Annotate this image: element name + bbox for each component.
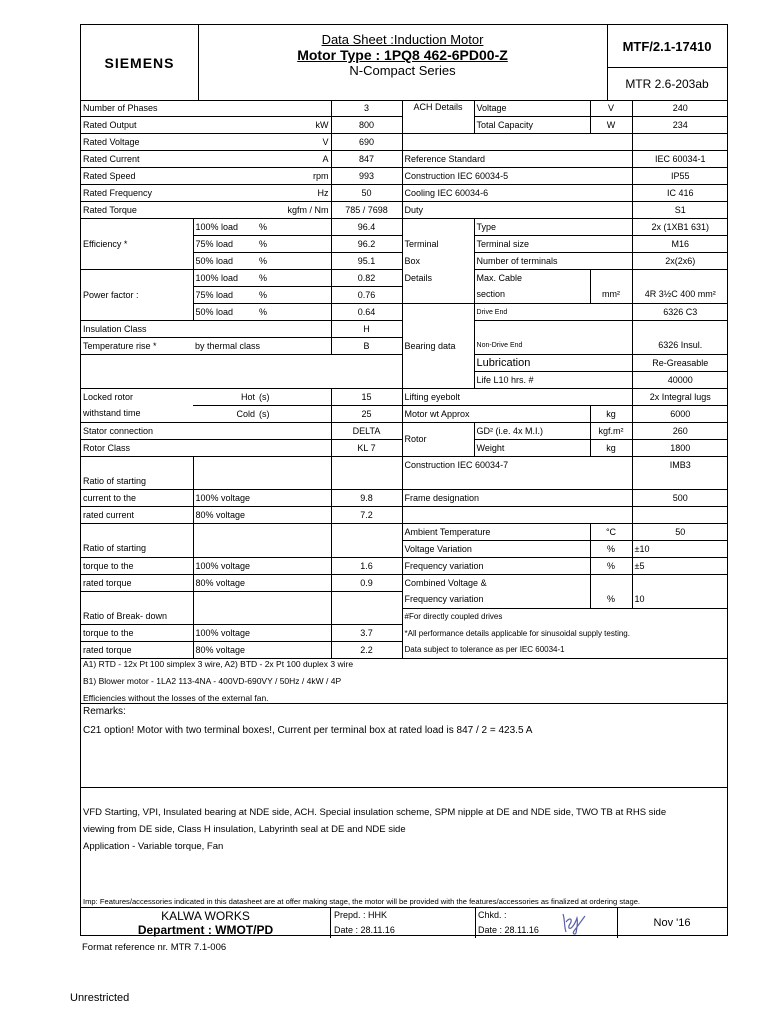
start-torque-val1: 1.6 [331, 558, 402, 575]
breakdown-val1: 3.7 [331, 625, 402, 642]
table-row [81, 507, 728, 524]
table-row [81, 558, 728, 575]
blank-cell [193, 608, 331, 625]
cold-value: 25 [331, 406, 402, 423]
tb-size-label: Terminal size [474, 236, 632, 253]
breakdown-v1: 100% voltage [193, 625, 331, 642]
works-name: KALWA WORKS [161, 909, 250, 923]
cold-label: Cold [193, 406, 257, 423]
comb-var-l1: Combined Voltage & [402, 575, 590, 592]
volt-var-value: ±10 [632, 541, 728, 558]
lifting-value: 2x Integral lugs [632, 389, 728, 406]
blank-cell [402, 219, 474, 236]
blank-cell [402, 473, 632, 490]
checked-by: Chkd. : [478, 910, 507, 920]
hot-label: Hot [193, 389, 257, 406]
lr-unit: (s) [257, 389, 331, 406]
note-rtd: A1) RTD - 12x Pt 100 simplex 3 wire, A2) BTD - 2x Pt 100 duplex 3 wire [83, 659, 354, 669]
blank-cell [402, 134, 632, 151]
tb-type-value: 2x (1XB1 631) [632, 219, 728, 236]
blank-cell [193, 592, 331, 609]
temp-rise-value: B [331, 338, 402, 355]
cable-unit: mm² [590, 287, 632, 304]
blank-cell [193, 524, 331, 541]
breakdown-l2: torque to the [81, 625, 193, 642]
department: Department : WMOT/PD [137, 923, 274, 937]
blank-cell [331, 457, 402, 474]
ach-capacity-label: Total Capacity [474, 117, 590, 134]
note-tolerance: Data subject to tolerance as per IEC 60034-1 [402, 642, 728, 659]
current-label: Rated Current [81, 151, 257, 168]
gd-value: 260 [632, 423, 728, 440]
format-reference: Format reference nr. MTR 7.1-006 [82, 942, 227, 953]
ach-voltage-label: Voltage [474, 100, 590, 117]
eff-load-100: 100% load [193, 219, 257, 236]
datasheet [80, 24, 728, 936]
eff-load-75: 75% load [193, 236, 257, 253]
motor-type: Motor Type : 1PQ8 462-6PD00-Z [297, 47, 508, 63]
insulation-value: H [331, 321, 402, 338]
phases-value: 3 [331, 100, 402, 117]
start-current-val2: 7.2 [331, 507, 402, 524]
features-line-1: VFD Starting, VPI, Insulated bearing at NDE side, ACH. Special insulation scheme, SPM nipple at DE and NDE side, TWO TB at RHS side [83, 807, 667, 818]
table-row [81, 270, 728, 287]
note-directly-coupled: #For directly coupled drives [402, 608, 728, 625]
withstand-label: withstand time [81, 406, 193, 423]
blank-cell [632, 507, 728, 524]
table-row [81, 457, 728, 474]
blank-cell [193, 473, 331, 490]
rotor-weight-label: Weight [474, 440, 590, 457]
start-torque-val2: 0.9 [331, 575, 402, 592]
duty-value: S1 [632, 202, 728, 219]
blank-cell [81, 457, 193, 474]
ach-capacity-unit: W [590, 117, 632, 134]
start-torque-v1: 100% voltage [193, 558, 331, 575]
phases-label: Number of Phases [81, 100, 331, 117]
locked-rotor-label: Locked rotor [81, 389, 193, 406]
ach-capacity-value: 234 [632, 117, 728, 134]
pf-value-75: 0.76 [331, 287, 402, 304]
cooling-label: Cooling IEC 60034-6 [402, 185, 632, 202]
voltage-unit: V [257, 134, 331, 151]
construction-value: IP55 [632, 168, 728, 185]
volt-var-label: Voltage Variation [402, 541, 590, 558]
current-value: 847 [331, 151, 402, 168]
de-label: Drive End [474, 304, 632, 321]
cable-value: 4R 3½C 400 mm² [632, 287, 728, 304]
table-row [81, 575, 728, 592]
ref-std-label: Reference Standard [402, 151, 632, 168]
ach-label: ACH Details [402, 100, 474, 134]
blank-cell [402, 507, 632, 524]
life-value: 40000 [632, 372, 728, 389]
special-features-box [81, 787, 727, 908]
eff-unit: % [257, 236, 331, 253]
start-current-v2: 80% voltage [193, 507, 331, 524]
output-label: Rated Output [81, 117, 257, 134]
torque-value: 785 / 7698 [331, 202, 402, 219]
output-unit: kW [257, 117, 331, 134]
speed-unit: rpm [257, 168, 331, 185]
weight-label: Motor wt Approx [402, 406, 590, 423]
start-current-l3: rated current [81, 507, 193, 524]
cable-label-2: section [474, 287, 590, 304]
ach-voltage-unit: V [590, 100, 632, 117]
table-row [81, 202, 728, 219]
start-torque-l1: Ratio of starting [81, 541, 193, 558]
gd-unit: kgf.m² [590, 423, 632, 440]
pf-load-100: 100% load [193, 270, 257, 287]
blank-cell [331, 608, 402, 625]
blank-cell [331, 524, 402, 541]
table-row [81, 134, 728, 151]
tb-type-label: Type [474, 219, 632, 236]
table-row [81, 406, 728, 423]
voltage-value: 690 [331, 134, 402, 151]
table-row [81, 524, 728, 541]
breakdown-val2: 2.2 [331, 642, 402, 659]
sheet-title: Data Sheet :Induction Motor [321, 32, 484, 47]
pf-load-75: 75% load [193, 287, 257, 304]
tb-num-label: Number of terminals [474, 253, 632, 270]
rotor-weight-value: 1800 [632, 440, 728, 457]
checked-date: Date : 28.11.16 [478, 925, 539, 935]
pf-value-100: 0.82 [331, 270, 402, 287]
table-row [81, 608, 728, 625]
table-row [81, 625, 728, 642]
speed-value: 993 [331, 168, 402, 185]
construction2-value: IMB3 [632, 457, 728, 474]
remarks-box [81, 703, 727, 788]
pf-value-50: 0.64 [331, 304, 402, 321]
pf-load-50: 50% load [193, 304, 257, 321]
temp-rise-sub: by thermal class [193, 338, 331, 355]
table-row [81, 168, 728, 185]
blank-cell [632, 134, 728, 151]
stator-value: DELTA [331, 423, 402, 440]
frame-value: 500 [632, 490, 728, 507]
comb-var-l2: Frequency variation [402, 592, 590, 609]
blank-cell [81, 355, 402, 389]
start-torque-l2: torque to the [81, 558, 193, 575]
blank-cell [590, 575, 632, 592]
frequency-value: 50 [331, 185, 402, 202]
start-torque-l3: rated torque [81, 575, 193, 592]
prepared-block [331, 908, 476, 938]
rotor-weight-unit: kg [590, 440, 632, 457]
prepared-date: Date : 28.11.16 [334, 925, 395, 935]
start-current-val1: 9.8 [331, 490, 402, 507]
works-block [81, 908, 331, 938]
pf-unit: % [257, 270, 331, 287]
ach-voltage-value: 240 [632, 100, 728, 117]
lubrication-label: Lubrication [474, 355, 632, 372]
blank-cell [474, 321, 632, 338]
blank-cell [632, 473, 728, 490]
ambient-value: 50 [632, 524, 728, 541]
issue-month: Nov '16 [653, 917, 691, 929]
blank-cell [632, 575, 728, 592]
breakdown-v2: 80% voltage [193, 642, 331, 659]
table-row [81, 151, 728, 168]
insulation-label: Insulation Class [81, 321, 331, 338]
freq-var-unit: % [590, 558, 632, 575]
tb-num-value: 2x(2x6) [632, 253, 728, 270]
frequency-label: Rated Frequency [81, 185, 257, 202]
output-value: 800 [331, 117, 402, 134]
note-sinusoidal: *All performance details applicable for sinusoidal supply testing. [402, 625, 728, 642]
lubrication-value: Re-Greasable [632, 355, 728, 372]
comb-var-value: 10 [632, 592, 728, 609]
volt-var-unit: % [590, 541, 632, 558]
blank-cell [632, 321, 728, 338]
gd-label: GD² (i.e. 4x M.I.) [474, 423, 590, 440]
freq-var-value: ±5 [632, 558, 728, 575]
important-note: Imp: Features/accessories indicated in this datasheet are at offer making stage, the motor will be provided with the features/accessories as finalized at ordering stage. [83, 897, 641, 906]
current-unit: A [257, 151, 331, 168]
table-row [81, 185, 728, 202]
hot-value: 15 [331, 389, 402, 406]
pf-label: Power factor : [81, 270, 193, 321]
blank-cell [81, 592, 193, 609]
lifting-label: Lifting eyebolt [402, 389, 632, 406]
note-blower: B1) Blower motor - 1LA2 113-4NA - 400VD-690VY / 50Hz / 4kW / 4P [83, 676, 342, 686]
table-row [81, 473, 728, 490]
blank-cell [331, 541, 402, 558]
document-number: MTF/2.1-17410 [607, 25, 727, 68]
title-block [198, 25, 608, 100]
efficiency-label: Efficiency * [81, 219, 193, 270]
breakdown-l1: Ratio of Break- down [81, 608, 193, 625]
pf-unit: % [257, 287, 331, 304]
note-efficiency: Efficiencies without the losses of the external fan. [83, 693, 269, 703]
table-row [81, 219, 728, 236]
ambient-unit: °C [590, 524, 632, 541]
construction-label: Construction IEC 60034-5 [402, 168, 632, 185]
eff-value-50: 95.1 [331, 253, 402, 270]
blank-cell [193, 541, 331, 558]
torque-label: Rated Torque [81, 202, 257, 219]
prepared-by: Prepd. : HHK [334, 910, 388, 920]
remarks-text: C21 option! Motor with two terminal boxes!, Current per terminal box at rated load is 847 / 2 = 423.5 A [83, 725, 533, 736]
rotor-class-value: KL 7 [331, 440, 402, 457]
tb-size-value: M16 [632, 236, 728, 253]
freq-var-label: Frequency variation [402, 558, 590, 575]
torque-unit: kgfm / Nm [257, 202, 331, 219]
blank-cell [193, 457, 331, 474]
breakdown-l3: rated torque [81, 642, 193, 659]
signature-icon [559, 910, 589, 936]
frame-label: Frame designation [402, 490, 632, 507]
eff-value-75: 96.2 [331, 236, 402, 253]
eff-unit: % [257, 253, 331, 270]
siemens-logo: SIEMENS [81, 25, 199, 100]
stator-label: Stator connection [81, 423, 331, 440]
checked-block [475, 908, 618, 938]
weight-value: 6000 [632, 406, 728, 423]
blank-cell [402, 287, 474, 304]
blank-cell [81, 524, 193, 541]
cooling-value: IC 416 [632, 185, 728, 202]
frequency-unit: Hz [257, 185, 331, 202]
pf-unit: % [257, 304, 331, 321]
construction2-label: Construction IEC 60034-7 [402, 457, 632, 474]
series: N-Compact Series [349, 63, 456, 78]
start-torque-v2: 80% voltage [193, 575, 331, 592]
life-label: Life L10 hrs. # [474, 372, 632, 389]
ambient-label: Ambient Temperature [402, 524, 590, 541]
start-current-v1: 100% voltage [193, 490, 331, 507]
spec-table [81, 100, 728, 659]
speed-label: Rated Speed [81, 168, 257, 185]
start-current-l2: current to the [81, 490, 193, 507]
duty-label: Duty [402, 202, 632, 219]
blank-cell [331, 473, 402, 490]
blank-cell [331, 592, 402, 609]
header [81, 25, 727, 101]
temp-rise-label: Temperature rise * [81, 338, 193, 355]
box-label: Box [402, 253, 474, 270]
remarks-label: Remarks: [83, 706, 126, 717]
blank-cell [590, 270, 632, 287]
classification-label: Unrestricted [70, 992, 130, 1004]
eff-unit: % [257, 219, 331, 236]
features-line-3: Application - Variable torque, Fan [83, 841, 224, 852]
voltage-label: Rated Voltage [81, 134, 257, 151]
table-row [81, 389, 728, 406]
table-row [81, 423, 728, 440]
features-line-2: viewing from DE side, Class H insulation, Labyrinth seal at DE and NDE side [83, 824, 406, 835]
lr-unit: (s) [257, 406, 331, 423]
eff-value-100: 96.4 [331, 219, 402, 236]
comb-var-unit: % [590, 592, 632, 609]
nde-value: 6326 Insul. [632, 338, 728, 355]
terminal-label: Terminal [402, 236, 474, 253]
eff-load-50: 50% load [193, 253, 257, 270]
footnotes [81, 656, 727, 707]
rotor-class-label: Rotor Class [81, 440, 331, 457]
table-row [81, 592, 728, 609]
table-row [81, 490, 728, 507]
cable-label-1: Max. Cable [474, 270, 590, 287]
table-row [81, 100, 728, 117]
table-row [81, 541, 728, 558]
rotor-label: Rotor [402, 423, 474, 457]
nde-label: Non-Drive End [474, 338, 632, 355]
de-value: 6326 C3 [632, 304, 728, 321]
weight-unit: kg [590, 406, 632, 423]
start-current-l1: Ratio of starting [81, 473, 193, 490]
ref-std-value: IEC 60034-1 [632, 151, 728, 168]
blank-cell [632, 270, 728, 287]
mtr-reference: MTR 2.6-203ab [625, 76, 709, 91]
bearing-label: Bearing data [402, 304, 474, 389]
footer [81, 907, 727, 938]
details-label: Details [402, 270, 474, 287]
